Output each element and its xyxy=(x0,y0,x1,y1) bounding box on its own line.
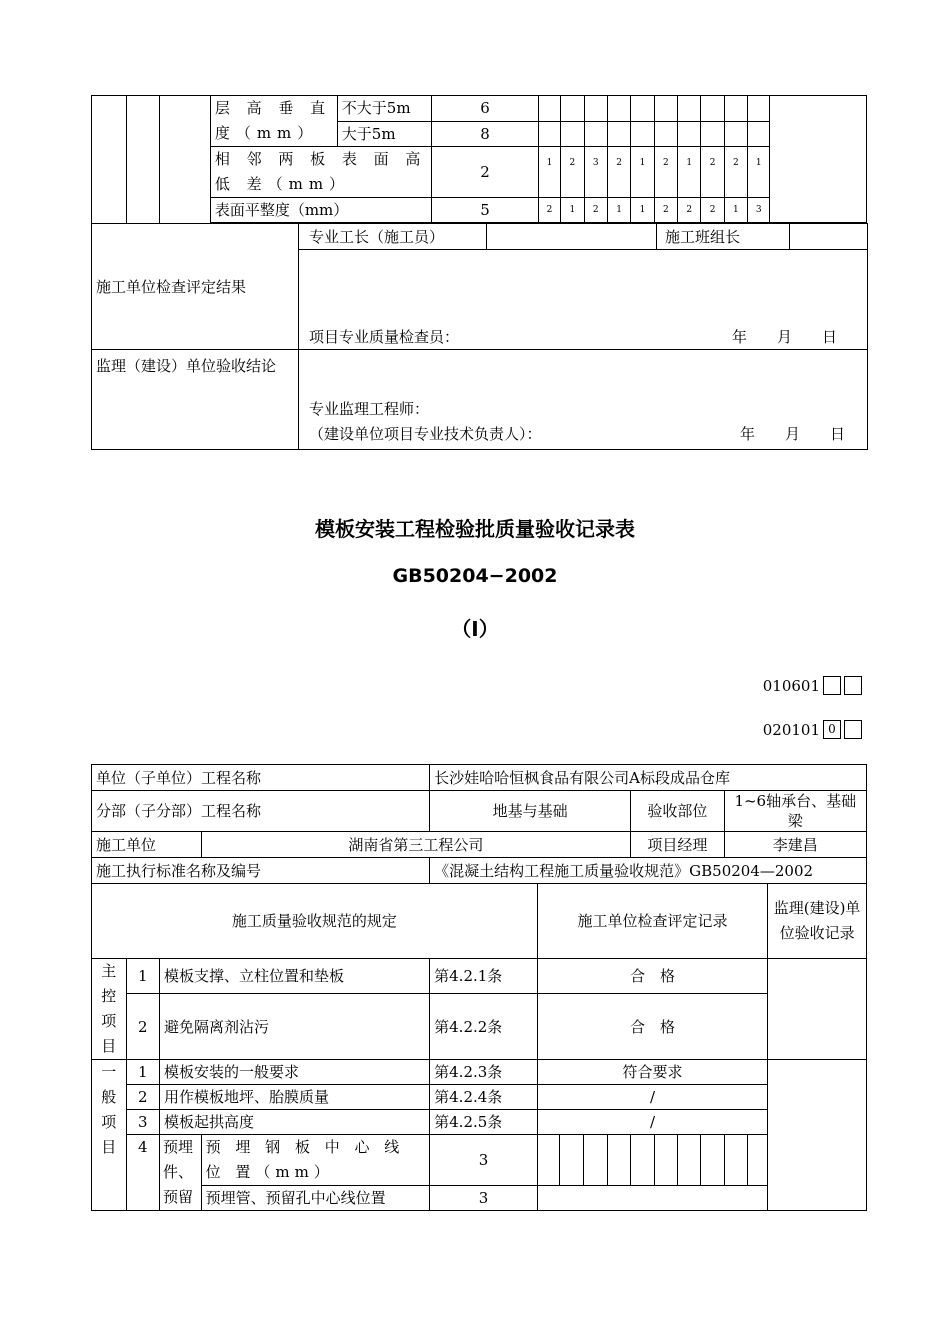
item-clause: 第4.2.3条 xyxy=(430,1060,538,1085)
item-name: 用作模板地坪、胎膜质量 xyxy=(160,1085,430,1110)
general-item-label: 一般项目 xyxy=(92,1060,127,1211)
inspector-label: 项目专业质量检查员： xyxy=(309,328,460,346)
contractor-label: 施工单位 xyxy=(92,832,202,858)
section-number: （Ⅰ） xyxy=(451,617,499,641)
measured-cells xyxy=(537,1186,767,1211)
embedded-plate-label: 预 埋 钢 板 中 心 线 位 置（mm） xyxy=(201,1135,430,1186)
team-leader-signature[interactable] xyxy=(790,224,868,250)
item-name: 模板起拱高度 xyxy=(160,1110,430,1135)
measured-value: 3 xyxy=(584,147,607,198)
item-no: 2 xyxy=(126,1085,160,1110)
code-text: 020101 xyxy=(762,720,820,739)
pm-label: 项目经理 xyxy=(631,832,724,858)
item-no: 3 xyxy=(126,1110,160,1135)
item-name: 避免隔离剂沾污 xyxy=(160,994,430,1060)
supervision-cell xyxy=(768,1060,867,1211)
item-no: 4 xyxy=(126,1135,160,1211)
item-result: 合 格 xyxy=(537,994,767,1060)
team-leader-label: 施工班组长 xyxy=(657,224,790,250)
item-result: / xyxy=(537,1085,767,1110)
date-label: 年 月 日 xyxy=(731,328,837,346)
measured-value: 2 xyxy=(654,147,677,198)
measured-value: 1 xyxy=(724,198,747,223)
embedded-pipe-label: 预埋管、预留孔中心线位置 xyxy=(201,1186,430,1211)
allowed-value: 2 xyxy=(432,147,539,198)
standard-value: 《混凝土结构工程施工质量验收规范》GB50204—2002 xyxy=(430,858,867,884)
item-clause: 第4.2.4条 xyxy=(430,1085,538,1110)
item-no: 1 xyxy=(126,1060,160,1085)
foreman-label: 专业工长（施工员） xyxy=(299,224,487,250)
date-label: 年 月 日 xyxy=(739,425,845,443)
allowed-value: 5 xyxy=(432,198,539,223)
blank-cell xyxy=(92,96,127,224)
code-box[interactable] xyxy=(844,720,862,739)
supervision-conclusion-label: 监理（建设）单位验收结论 xyxy=(92,350,299,450)
measured-value: 2 xyxy=(561,147,584,198)
signature-table xyxy=(91,223,868,450)
item-clause: 第4.2.2条 xyxy=(430,994,538,1060)
eval-result-label: 施工单位检查评定结果 xyxy=(92,224,299,350)
adjacent-diff-label: 相 邻 两 板 表 面 高 低 差（mm） xyxy=(210,147,431,198)
item-result: 符合要求 xyxy=(537,1060,767,1085)
measured-value: 2 xyxy=(654,198,677,223)
measured-value: 1 xyxy=(631,198,654,223)
measured-value: 3 xyxy=(748,198,770,223)
blank-cell xyxy=(126,96,160,224)
supervisor-column xyxy=(770,96,867,223)
item-no: 1 xyxy=(126,959,160,994)
standard-label: 施工执行标准名称及编号 xyxy=(92,858,430,884)
allowed-value: 3 xyxy=(430,1135,538,1186)
part-name-label: 分部（子分部）工程名称 xyxy=(92,791,430,832)
accept-part-label: 验收部位 xyxy=(631,791,724,832)
measured-value: 2 xyxy=(724,147,747,198)
blank-cell xyxy=(160,96,211,224)
embedded-group-label: 预埋件、预留 xyxy=(160,1135,202,1211)
measured-value: 1 xyxy=(678,147,701,198)
top-measure-table xyxy=(91,95,867,224)
measured-value: 1 xyxy=(561,198,584,223)
item-clause: 第4.2.1条 xyxy=(430,959,538,994)
inspection-form xyxy=(91,764,867,1211)
code-box[interactable]: 0 xyxy=(823,720,841,739)
part-name-value: 地基与基础 xyxy=(430,791,631,832)
code-box[interactable] xyxy=(844,676,862,695)
measured-value: 2 xyxy=(678,198,701,223)
item-result: 合 格 xyxy=(537,959,767,994)
owner-label: （建设单位项目专业技术负责人）： xyxy=(309,425,542,443)
measured-value: 1 xyxy=(538,147,560,198)
measured-value: 2 xyxy=(607,147,630,198)
floor-vertical-label: 层 高 垂 直 度（mm） xyxy=(210,96,337,147)
allowed-value: 6 xyxy=(432,96,539,122)
measured-value: 1 xyxy=(631,147,654,198)
item-clause: 第4.2.5条 xyxy=(430,1110,538,1135)
code-line-1 xyxy=(763,676,862,695)
code-box[interactable] xyxy=(823,676,841,695)
unit-name-value: 长沙娃哈哈恒枫食品有限公司A标段成品仓库 xyxy=(430,765,867,791)
allowed-value: 3 xyxy=(430,1186,538,1211)
unit-name-label: 单位（子单位）工程名称 xyxy=(92,765,430,791)
sub-label: 大于5m xyxy=(337,121,431,147)
form-title: 模板安装工程检验批质量验收记录表 xyxy=(315,517,635,541)
engineer-label: 专业监理工程师： xyxy=(309,400,430,418)
supervision-record-header: 监理(建设)单位验收记录 xyxy=(768,884,867,959)
pm-value: 李建昌 xyxy=(724,832,866,858)
measured-value: 1 xyxy=(607,198,630,223)
contractor-value: 湖南省第三工程公司 xyxy=(201,832,631,858)
allowed-value: 8 xyxy=(432,121,539,147)
measured-value: 2 xyxy=(701,198,724,223)
spec-header: 施工质量验收规范的规定 xyxy=(92,884,538,959)
item-name: 模板安装的一般要求 xyxy=(160,1060,430,1085)
item-name: 模板支撑、立柱位置和垫板 xyxy=(160,959,430,994)
eval-record-header: 施工单位检查评定记录 xyxy=(537,884,767,959)
measured-value: 2 xyxy=(584,198,607,223)
code-line-2 xyxy=(763,720,862,739)
code-text: 010601 xyxy=(762,676,820,695)
foreman-signature[interactable] xyxy=(487,224,657,250)
item-no: 2 xyxy=(126,994,160,1060)
supervision-cell xyxy=(768,959,867,1060)
measured-value: 2 xyxy=(538,198,560,223)
accept-part-value: 1~6轴承台、基础梁 xyxy=(724,791,866,832)
measured-value: 1 xyxy=(748,147,770,198)
standard-code: GB50204−2002 xyxy=(392,565,558,587)
flatness-label: 表面平整度（mm） xyxy=(210,198,431,223)
main-control-label: 主控项目 xyxy=(92,959,127,1060)
sub-label: 不大于5m xyxy=(337,96,431,122)
measured-value: 2 xyxy=(701,147,724,198)
item-result: / xyxy=(537,1110,767,1135)
